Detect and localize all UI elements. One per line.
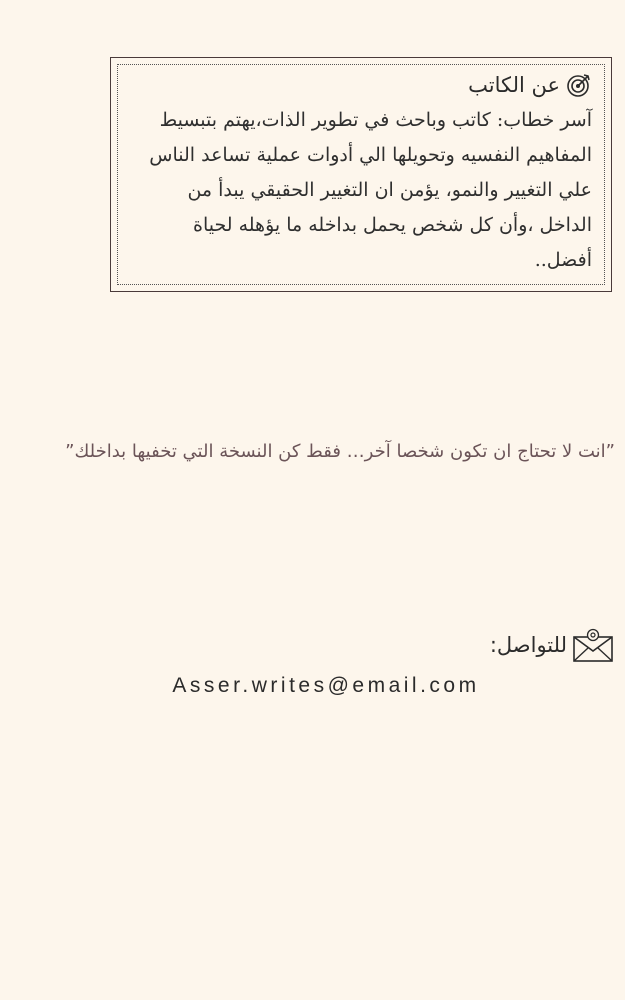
- about-author-box: [110, 57, 612, 292]
- about-author-body: آسر خطاب: كاتب وباحث في تطوير الذات،يهتم بتبسيط المفاهيم النفسيه وتحويلها الي أدوات عملية تساعد الناس علي التغيير والنمو، يؤمن ان التغيير الحقيقي يبدأ من الداخل ،وأن كل شخص يحمل بداخله ما يؤهله لحياة أفضل..: [149, 109, 592, 271]
- contact-email[interactable]: Asser.writes@email.com: [172, 674, 480, 697]
- contact-label: للتواصل:: [489, 633, 567, 657]
- author-quote: ”انت لا تحتاج ان تكون شخصا آخر… فقط كن النسخة التي تخفيها بداخلك”: [65, 441, 615, 462]
- about-author-inner-frame: [117, 64, 605, 285]
- about-author-title: عن الكاتب: [468, 73, 560, 97]
- about-author-heading: [130, 71, 592, 99]
- mail-icon: [573, 628, 613, 662]
- target-icon: [566, 72, 592, 98]
- contact-heading: [490, 628, 613, 662]
